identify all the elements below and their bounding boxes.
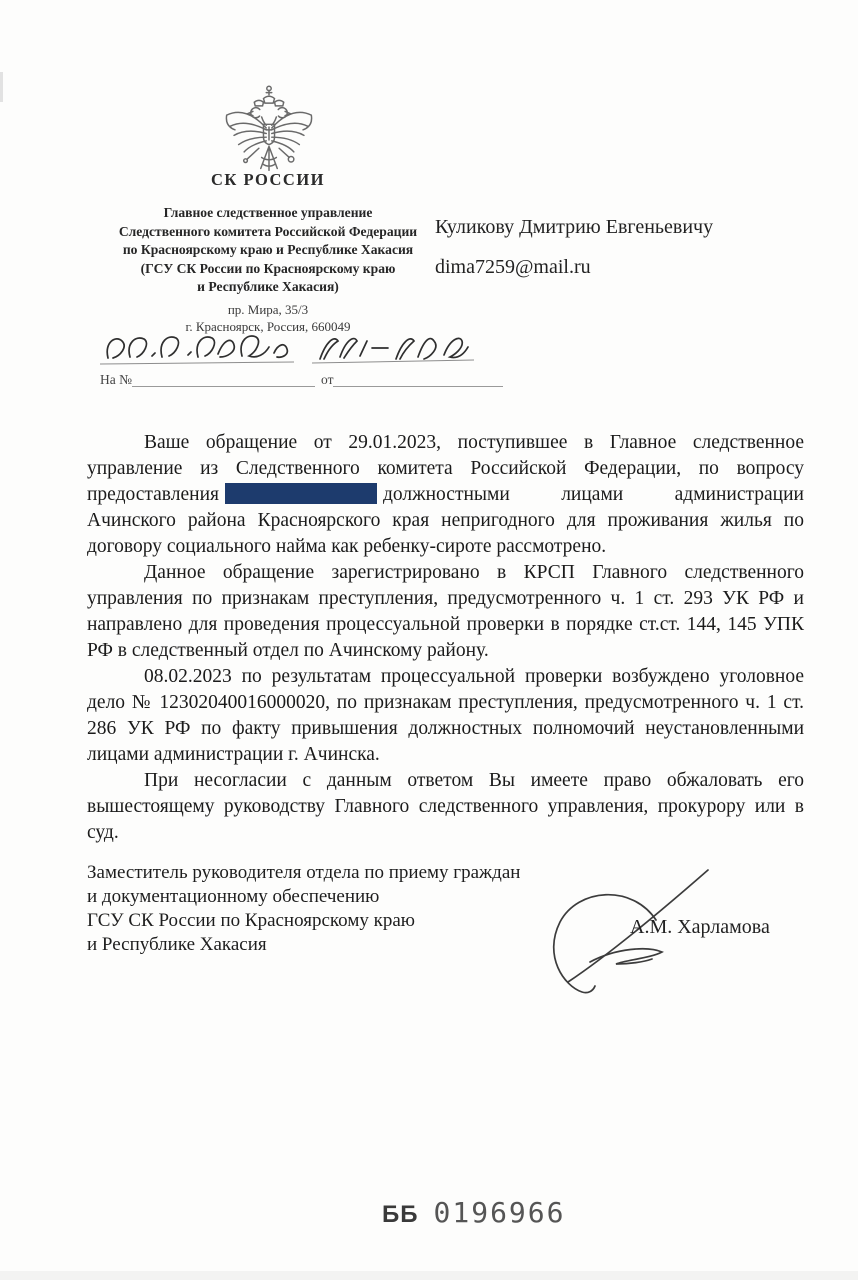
paragraph-1 [87,430,804,560]
date-blank-line [333,372,503,387]
signer-position-block [87,861,587,957]
letter-body [87,430,804,846]
paragraph-4: При несогласии с данным ответом Вы имеете право обжаловать его вышестоящему руководству Главного следственного управления, прокурору или в суд. [87,770,804,843]
paragraph-3: 08.02.2023 по результатам процессуальной проверки возбуждено уголовное дело № 12302040016000020, по признакам преступления, предусмотренного ч. 1 ст. 286 УК РФ по факту привышения должностных полномочий неустановленными лицами администрации г. Ачинска. [87,666,804,765]
scan-edge-artifact [0,72,3,102]
recipient-email: dima7259@mail.ru [435,256,591,278]
handwritten-reference [98,324,478,372]
signature-area [538,866,788,1006]
signer-name: А.М. Харламова [630,916,770,938]
signature-flourish [590,949,662,964]
scan-bottom-strip [0,1271,858,1280]
org-line: (ГСУ СК России по Красноярскому краю [140,260,396,276]
org-line: Следственного комитета Российской Федерации [118,223,418,239]
paragraph-1-before: Ваше обращение от 29.01.2023, поступившее в Главное следственное управление из Следственного комитета Российской Федерации, по вопросу предоставления [87,432,804,505]
recipient-name: Куликову Дмитрию Евгеньевичу [435,216,714,238]
paragraph-2: Данное обращение зарегистрировано в КРСП Главного следственного управления по признакам преступления, предусмотренного ч. 1 ст. 293 УК РФ и направлено для проведения процессуальной проверки в порядке ст.ст. 144, 145 УПК РФ в следственный отдел по Ачинскому району. [87,562,804,661]
stamp-number: 0196966 [433,1196,566,1229]
handwritten-number-scribble [320,338,468,359]
address-line: пр. Мира, 35/3 [227,302,309,317]
signature-loop [554,895,656,993]
stamp-series: ББ [382,1201,419,1228]
paragraph-1-after: должностными лицами администрации Ачинского района Красноярского края непригодного для проживания жилья по договору социального найма как ребенку-сироте рассмотрено. [87,484,804,557]
coat-of-arms-icon [212,82,326,174]
on-number-label: На № [100,372,132,387]
org-line: Главное следственное управление [163,205,373,220]
organization-name-block [78,204,458,297]
signer-position-line: Заместитель руководителя отдела по приему граждан [87,862,521,883]
signer-position-line: и Республике Хакасия [87,934,267,955]
recipient-block [435,216,713,279]
from-label: от [321,372,334,387]
org-line: по Красноярскому краю и Республике Хакасия [122,242,414,258]
form-stamp [382,1196,566,1229]
redaction-box [225,483,377,504]
address-line: г. Красноярск, Россия, 660049 [185,319,351,334]
number-blank-line [132,372,315,387]
org-line: и Республике Хакасия) [197,279,339,295]
handwritten-date-scribble [107,336,287,358]
reference-line [100,372,500,388]
agency-abbreviation: СК РОССИИ [210,170,326,189]
signer-position-line: ГСУ СК России по Красноярскому краю [87,910,415,931]
signer-position-line: и документационному обеспечению [87,886,380,907]
